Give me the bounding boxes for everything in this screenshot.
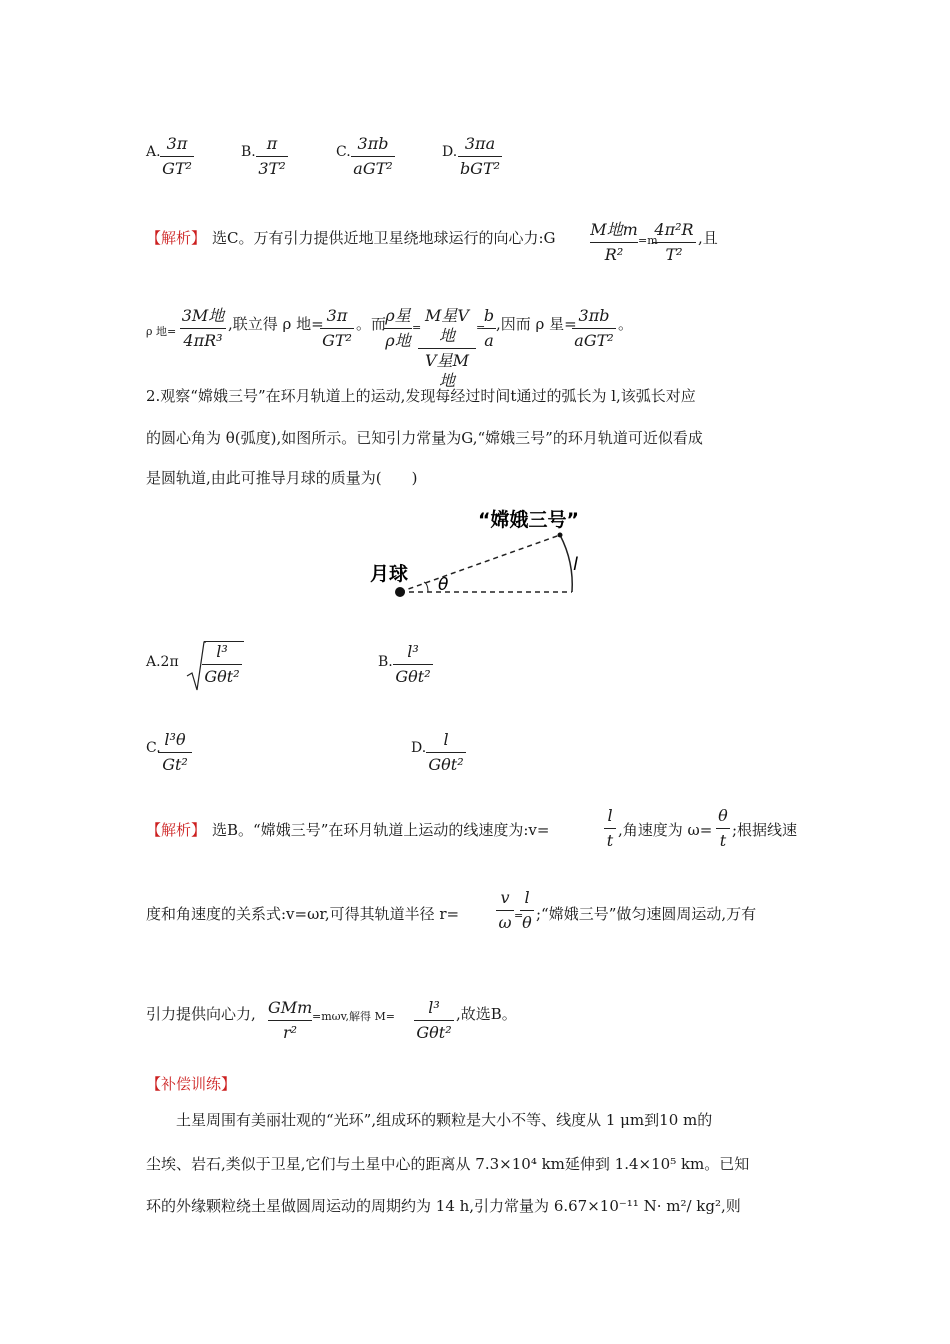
numerator: l [524, 888, 530, 907]
numerator: l [607, 806, 613, 825]
q1-option-b-label: B. [241, 144, 256, 160]
numerator: l³θ [164, 730, 186, 749]
fraction [590, 220, 638, 265]
numerator: l³ [428, 998, 440, 1017]
analysis-text: 选B。“嫦娥三号”在环月轨道上运动的线速度为:v= [212, 821, 550, 839]
fraction [604, 806, 616, 851]
question-line: 是圆轨道,由此可推导月球的质量为( ) [146, 469, 418, 487]
analysis-text: ,且 [698, 229, 718, 247]
denominator: 4πR³ [183, 331, 223, 350]
angle-mark [424, 582, 428, 592]
numerator: ρ星 [385, 306, 411, 325]
numerator: l [443, 730, 449, 749]
analysis-text: =mωv,解得 M= [312, 1010, 395, 1023]
numerator: 3π [166, 134, 188, 153]
angle-label: θ [438, 575, 449, 595]
question-line: 的圆心角为 θ(弧度),如图所示。已知引力常量为G,“嫦娥三号”的环月轨道可近似看成 [146, 429, 703, 447]
analysis-text: 。 [618, 315, 634, 333]
analysis-text: ,故选B。 [456, 1005, 517, 1023]
analysis-text: ,角速度为 ω= [618, 821, 713, 839]
denominator: Gθt² [416, 1023, 452, 1042]
equals: = [412, 321, 422, 334]
rho-label: ρ 地= [146, 325, 177, 338]
equals: = [514, 909, 524, 922]
denominator: a [484, 331, 494, 350]
fraction [180, 306, 226, 351]
fraction [520, 888, 534, 933]
q2-option-a-label: A.2π [146, 654, 179, 670]
q2-option-d-label: D. [411, 740, 427, 756]
radius-line [400, 535, 560, 592]
denominator: T² [665, 245, 683, 264]
fraction [652, 220, 696, 265]
denominator: ρ地 [385, 331, 411, 350]
analysis-text: 。而 [356, 315, 387, 333]
q1-option-d-fraction [458, 134, 502, 179]
analysis-tag: 【解析】 [146, 821, 207, 839]
numerator: 3πa [464, 134, 496, 153]
fraction [418, 306, 476, 391]
fraction [414, 998, 454, 1043]
denominator: aGT² [353, 159, 393, 178]
analysis-text: ;根据线速 [732, 821, 798, 839]
question-line: 2.观察“嫦娥三号”在环月轨道上的运动,发现每经过时间t通过的弧长为 l,该弧长对应 [146, 387, 696, 405]
fraction [572, 306, 616, 351]
supplement-tag: 【补偿训练】 [146, 1075, 237, 1093]
fraction [384, 306, 412, 351]
q1-option-b-fraction [256, 134, 288, 179]
analysis-text: ,因而 ρ 星= [496, 315, 577, 333]
numerator: l³ [407, 642, 419, 661]
numerator: b [483, 306, 495, 325]
numerator: M地m [590, 220, 638, 239]
analysis-text: 引力提供向心力, [146, 1005, 256, 1023]
numerator: GMm [268, 998, 313, 1017]
q1-option-c-fraction [351, 134, 395, 179]
denominator: V星M地 [425, 351, 469, 390]
fraction [268, 998, 312, 1043]
numerator: 4π²R [654, 220, 694, 239]
denominator: aGT² [574, 331, 614, 350]
denominator: GT² [322, 331, 352, 350]
paragraph-line: 尘埃、岩石,类似于卫星,它们与土星中心的距离从 7.3×10⁴ km延伸到 1.4×10⁵ km。已知 [146, 1155, 750, 1173]
numerator: M星V地 [425, 306, 469, 345]
fraction [393, 642, 433, 687]
denominator: bGT² [459, 159, 501, 178]
numerator: θ [718, 806, 728, 825]
denominator: Gθt² [428, 755, 464, 774]
numerator: v [500, 888, 510, 907]
fraction [426, 730, 466, 775]
q2-option-b-label: B. [378, 654, 393, 670]
fraction [716, 806, 730, 851]
fraction [202, 642, 242, 687]
analysis-text: ;“嫦娥三号”做匀速圆周运动,万有 [536, 905, 757, 923]
fraction [158, 730, 192, 775]
denominator: R² [604, 245, 624, 264]
numerator: 3M地 [181, 306, 225, 325]
numerator: 3πb [578, 306, 610, 325]
denominator: t [606, 831, 614, 850]
denominator: θ [522, 913, 532, 932]
moon-dot [395, 587, 405, 597]
denominator: t [719, 831, 727, 850]
equals: = [476, 321, 486, 334]
numerator: l³ [216, 642, 228, 661]
denominator: r² [282, 1023, 298, 1042]
denominator: Gθt² [395, 667, 431, 686]
q1-option-a-fraction [160, 134, 194, 179]
fraction [320, 306, 354, 351]
denominator: GT² [162, 159, 192, 178]
denominator: Gθt² [204, 667, 240, 686]
analysis-tag: 【解析】 [146, 229, 207, 247]
q1-option-a-label: A. [146, 144, 161, 160]
denominator: ω [498, 913, 512, 932]
analysis-text: 选C。万有引力提供近地卫星绕地球运行的向心力:G [212, 229, 556, 247]
satellite-label: “嫦娥三号” [478, 509, 579, 531]
arc-label: l [573, 554, 579, 575]
denominator: 3T² [258, 159, 286, 178]
paragraph-line: 环的外缘颗粒绕土星做圆周运动的周期约为 14 h,引力常量为 6.67×10⁻¹¹ N· m²/ kg²,则 [146, 1197, 741, 1215]
q1-option-c-label: C. [336, 144, 351, 160]
moon-label: 月球 [370, 563, 409, 585]
equals: =m [638, 234, 658, 247]
arc [560, 535, 572, 592]
analysis-text: ,联立得 ρ 地= [228, 315, 324, 333]
fraction [496, 888, 514, 933]
orbit-figure [360, 500, 600, 610]
paragraph-line: 土星周围有美丽壮观的“光环”,组成环的颗粒是大小不等、线度从 1 μm到10 m的 [176, 1111, 713, 1129]
q2-option-c-label: C. [146, 740, 161, 756]
numerator: 3πb [357, 134, 389, 153]
analysis-text: 度和角速度的关系式:v=ωr,可得其轨道半径 r= [146, 905, 460, 923]
numerator: π [266, 134, 278, 153]
denominator: Gt² [162, 755, 188, 774]
satellite-dot [558, 533, 563, 538]
q1-option-d-label: D. [442, 144, 458, 160]
fraction [482, 306, 496, 351]
numerator: 3π [326, 306, 348, 325]
